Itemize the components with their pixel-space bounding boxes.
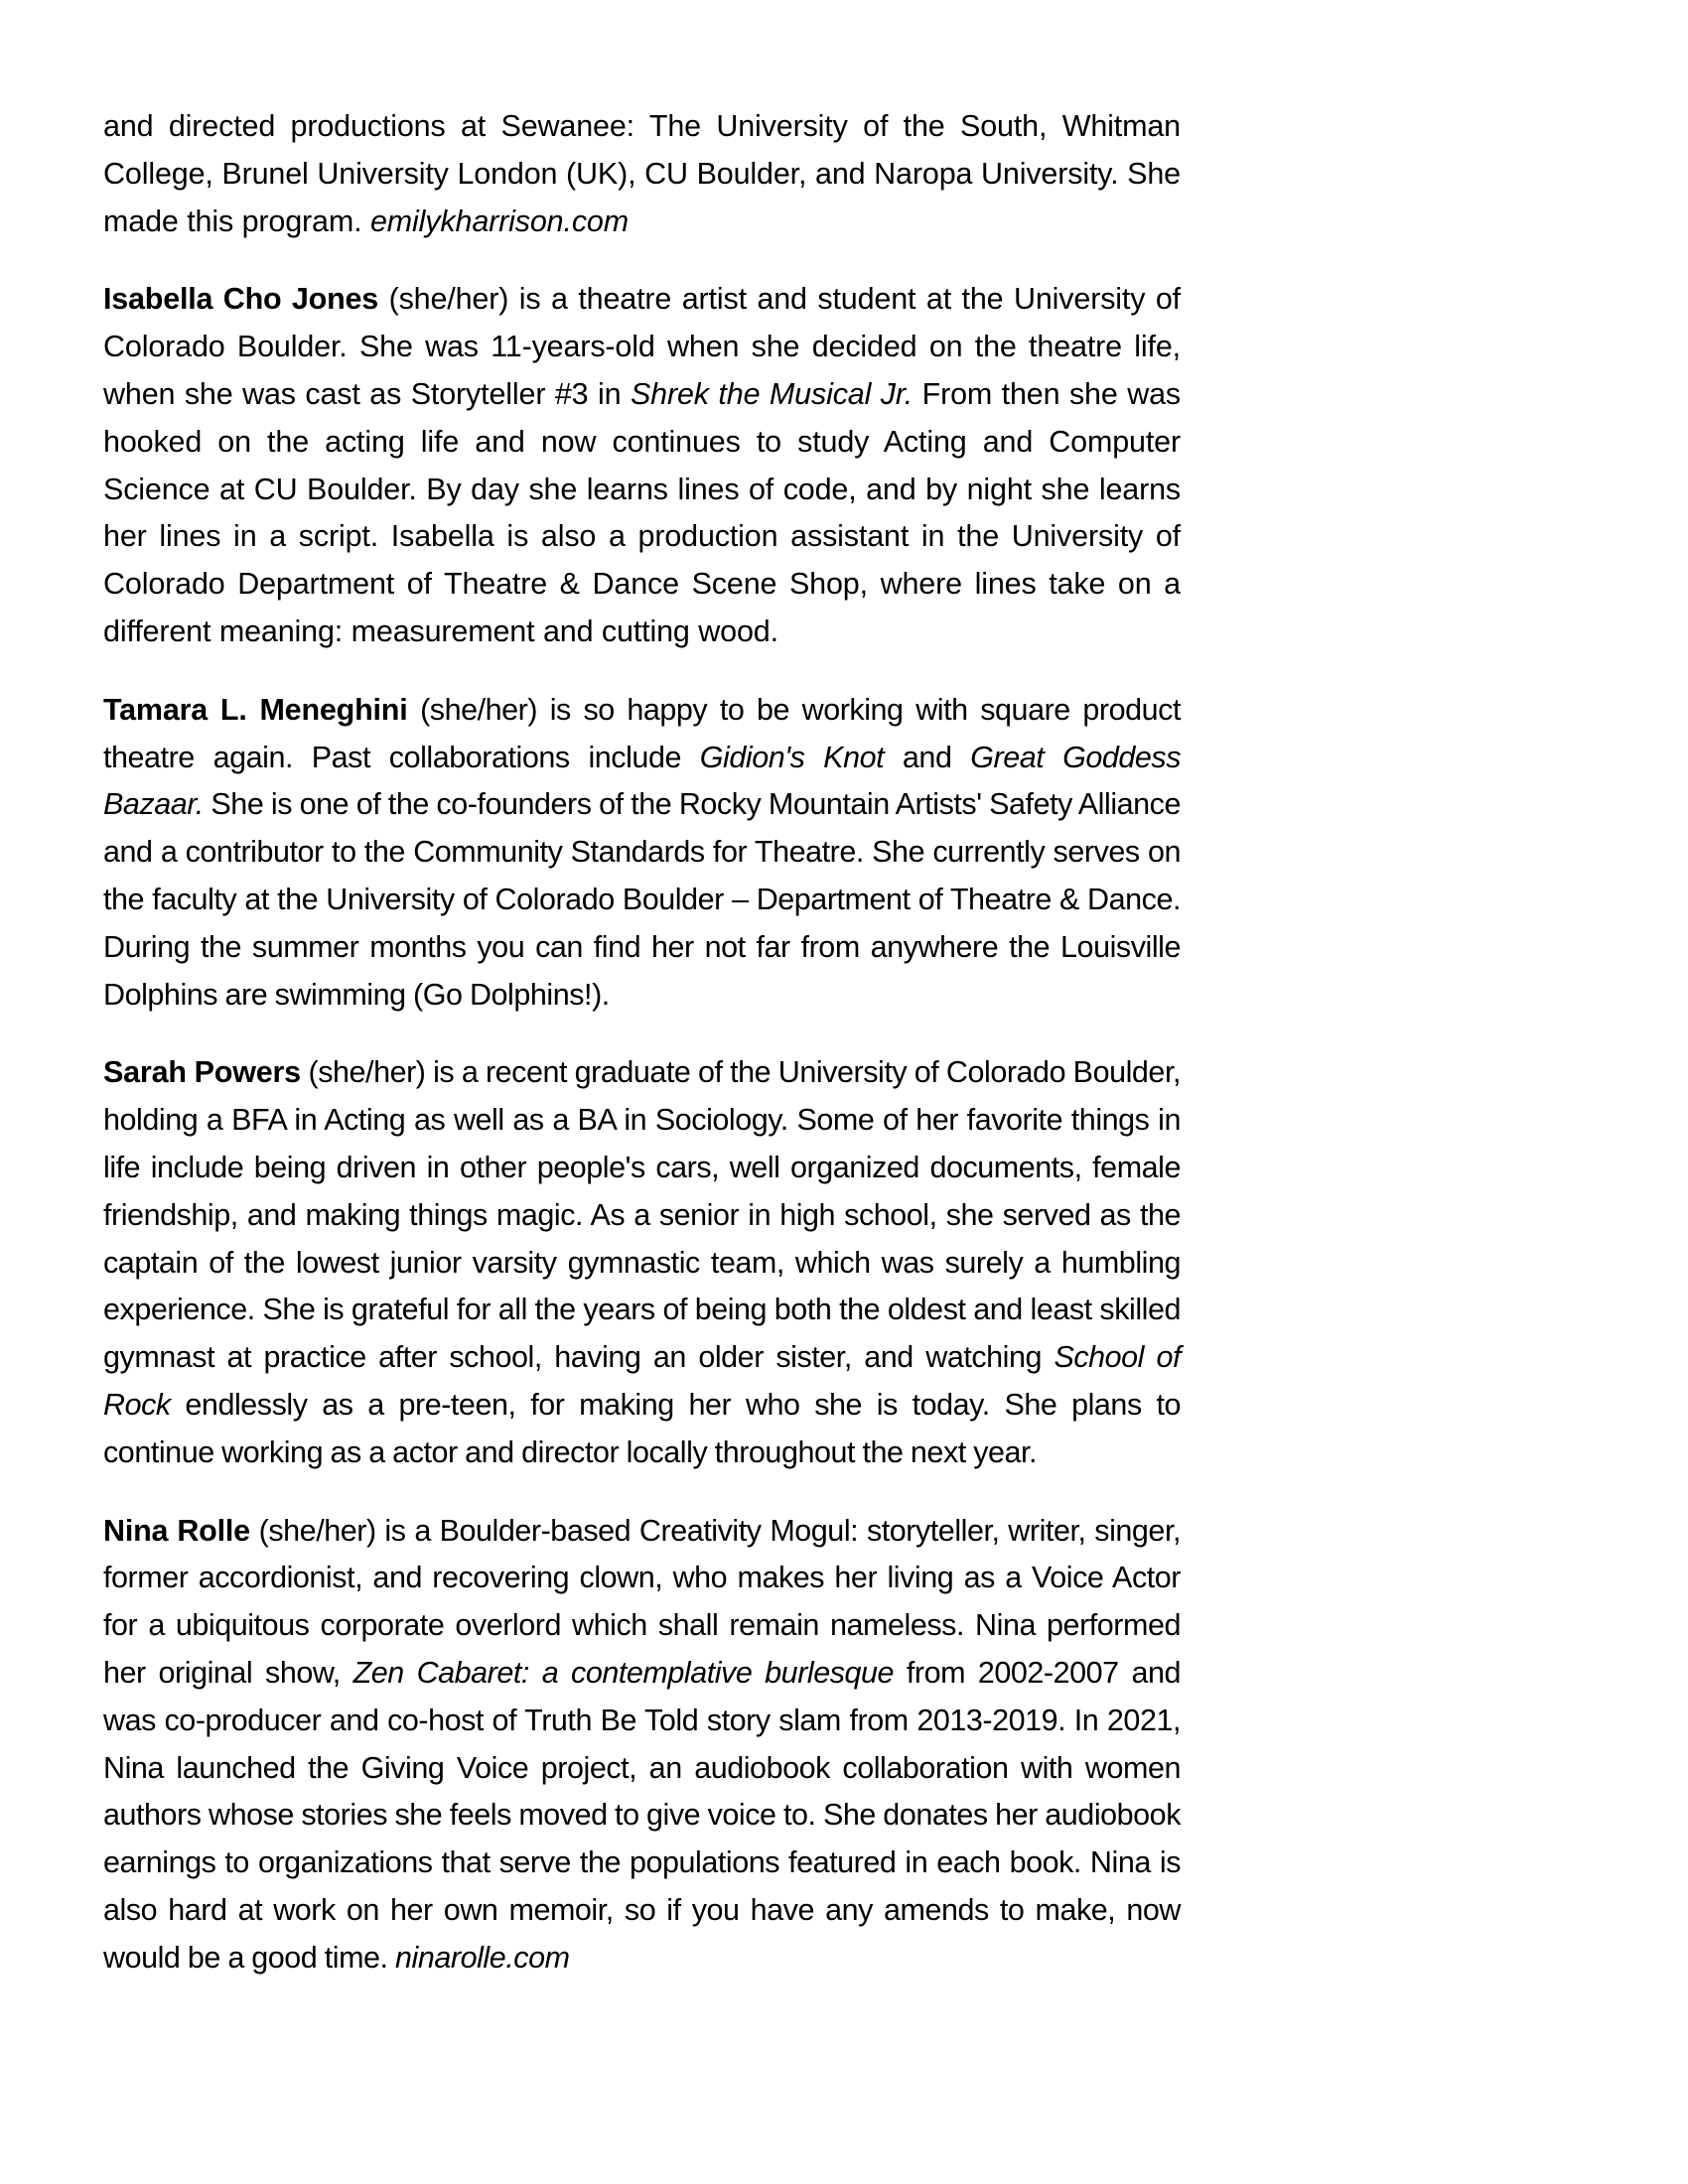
bio-name: Isabella Cho Jones <box>103 282 379 317</box>
bio-text: and directed productions at Sewanee: The University of the South, Whitman College, Brunel University London (UK), CU Boulder, and Naropa University. She made this program. <box>103 109 1181 238</box>
bio-text: (she/her) is a recent graduate of the University of Colorado Boulder, holding a BFA in Acting as well as a BA in Sociology. Some of her favorite things in life include being driven in other people's cars, well organized documents, female friendship, and making things magic. As a senior in high school, she served as the captain of the lowest junior varsity gymnastic team, which was surely a humbling experience. She is grateful for all the years of being both the oldest and least skilled gymnast at practice after school, having an older sister, and watching <box>103 1055 1181 1375</box>
bio-website: ninarolle.com <box>395 1940 570 1975</box>
bio-text: From then she was hooked on the acting life and now continues to study Acting and Computer Science at CU Boulder. By day she learns lines of code, and by night she learns her lines in a script. Isabella is also a production assistant in the University of Colorado Department of Theatre & Dance Scene Shop, where lines take on a different meaning: measurement and cutting wood. <box>103 376 1181 648</box>
bio-website: emilykharrison.com <box>369 204 629 238</box>
work-title: Shrek the Musical Jr. <box>630 376 914 411</box>
bio-text: and <box>884 740 971 774</box>
bio-paragraph-sarah-powers <box>103 1049 1181 1476</box>
bio-text: endlessly as a pre-teen, for making her who she is today. She plans to continue working as a actor and director locally throughout the next year. <box>103 1387 1181 1469</box>
bio-text: from 2002-2007 and was co-producer and co-host of Truth Be Told story slam from 2013-2019. In 2021, Nina launched the Giving Voice project, an audiobook collaboration with women authors whose stories she feels moved to give voice to. She donates her audiobook earnings to organizations that serve the populations featured in each book. Nina is also hard at work on her own memoir, so if you have any amends to make, now would be a good time. <box>103 1655 1181 1975</box>
bio-name: Tamara L. Meneghini <box>103 692 408 727</box>
bio-text: She is one of the co-founders of the Rocky Mountain Artists' Safety Alliance and a contributor to the Community Standards for Theatre. She currently serves on the faculty at the University of Colorado Boulder – Department of Theatre & Dance. During the summer months you can find her not far from anywhere the Louisville Dolphins are swimming (Go Dolphins!). <box>103 787 1181 1012</box>
work-title: School of Rock <box>103 1340 1181 1422</box>
bio-text: (she/her) is a theatre artist and student at the University of Colorado Boulder. She was 11-years-old when she decided on the theatre life, when she was cast as Storyteller #3 in <box>103 282 1182 411</box>
bio-paragraph-emily-k-harrison-continued <box>103 103 1181 245</box>
work-title: Great Goddess Bazaar. <box>103 740 1181 822</box>
bio-text: (she/her) is a Boulder-based Creativity Mogul: storyteller, writer, singer, former accordionist, and recovering clown, who makes her living as a Voice Actor for a ubiquitous corporate overlord which shall remain nameless. Nina performed her original show, <box>103 1513 1181 1690</box>
work-title: Gidion's Knot <box>699 740 885 774</box>
work-title: Zen Cabaret: a contemplative burlesque <box>352 1655 895 1690</box>
bio-name: Sarah Powers <box>103 1055 301 1090</box>
bio-paragraph-isabella-cho-jones <box>103 276 1181 655</box>
bio-text: (she/her) is so happy to be working with square product theatre again. Past collaborations include <box>103 692 1181 774</box>
bio-paragraph-tamara-l-meneghini <box>103 687 1181 1020</box>
bio-name: Nina Rolle <box>103 1513 250 1548</box>
bio-paragraph-nina-rolle <box>103 1508 1181 1982</box>
bio-list <box>103 103 1181 1981</box>
